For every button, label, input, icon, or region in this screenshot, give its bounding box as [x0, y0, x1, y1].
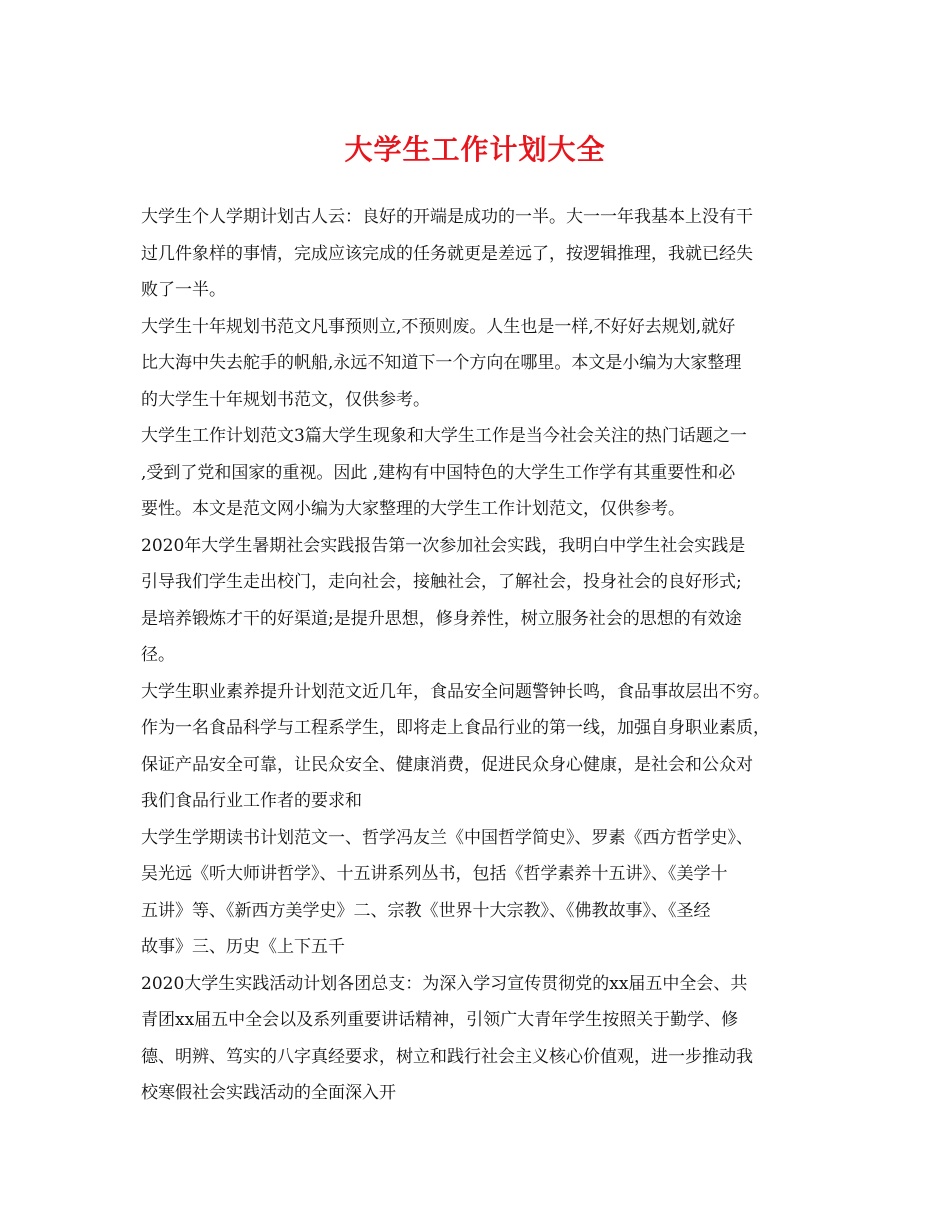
- body-line: 大学生十年规划书范文凡事预则立,不预则废。人生也是一样,不好好去规划,就好: [141, 316, 736, 337]
- body-line: 大学生职业素养提升计划范文近几年，食品安全问题警钟长鸣，食品事故层出不穷。: [141, 681, 770, 702]
- body-line: 故事》三、历史《上下五千: [141, 937, 345, 957]
- body-line: 大学生工作计划范文3篇大学生现象和大学生工作是当今社会关注的热门话题之一: [141, 426, 747, 446]
- document-title: 大学生工作计划大全: [344, 133, 606, 166]
- body-line: 作为一名食品科学与工程系学生，即将走上食品行业的第一线，加强自身职业素质，: [141, 718, 770, 738]
- body-line: 过几件象样的事情，完成应该完成的任务就更是差远了，按逻辑推理，我就已经失: [141, 243, 753, 264]
- body-line: 我们食品行业工作者的要求和: [141, 791, 362, 811]
- body-line: 青团xx届五中全会以及系列重要讲话精神，引领广大青年学生按照关于勤学、修: [141, 1010, 739, 1030]
- body-line: 的大学生十年规划书范文，仅供参考。: [141, 389, 430, 410]
- body-line: 保证产品安全可靠，让民众安全、健康消费，促进民众身心健康，是社会和公众对: [141, 754, 753, 775]
- body-line: 径。: [141, 645, 175, 665]
- body-line: 吴光远《听大师讲哲学》、十五讲系列丛书，包括《哲学素养十五讲》、《美学十: [141, 864, 728, 884]
- body-line: 大学生个人学期计划古人云：良好的开端是成功的一半。大一一年我基本上没有干: [141, 207, 753, 227]
- body-line: ,受到了党和国家的重视。因此 ,建构有中国特色的大学生工作学有其重要性和必: [141, 462, 736, 483]
- body-line: 引导我们学生走出校门，走向社会，接触社会，了解社会，投身社会的良好形式;: [141, 572, 742, 592]
- document-body: [141, 199, 831, 1112]
- body-line: 五讲》等、《新西方美学史》二、宗教《世界十大宗教》、《佛教故事》、《圣经: [141, 900, 711, 921]
- body-line: 要性。本文是范文网小编为大家整理的大学生工作计划范文，仅供参考。: [141, 499, 685, 519]
- body-line: 校寒假社会实践活动的全面深入开: [141, 1083, 396, 1103]
- body-line: 2020年大学生暑期社会实践报告第一次参加社会实践，我明白中学生社会实践是: [141, 535, 746, 556]
- body-line: 败了一半。: [141, 280, 226, 300]
- body-line: 比大海中失去舵手的帆船,永远不知道下一个方向在哪里。本文是小编为大家整理: [141, 353, 742, 373]
- body-line: 大学生学期读书计划范文一、哲学冯友兰《中国哲学简史》、罗素《西方哲学史》、: [141, 827, 753, 848]
- body-line: 2020大学生实践活动计划各团总支：为深入学习宣传贯彻党的xx届五中全会、共: [141, 973, 748, 994]
- body-line: 德、明辨、笃实的八字真经要求，树立和践行社会主义核心价值观，进一步推动我: [141, 1046, 753, 1067]
- body-line: 是培养锻炼才干的好渠道;是提升思想，修身养性，树立服务社会的思想的有效途: [141, 608, 742, 629]
